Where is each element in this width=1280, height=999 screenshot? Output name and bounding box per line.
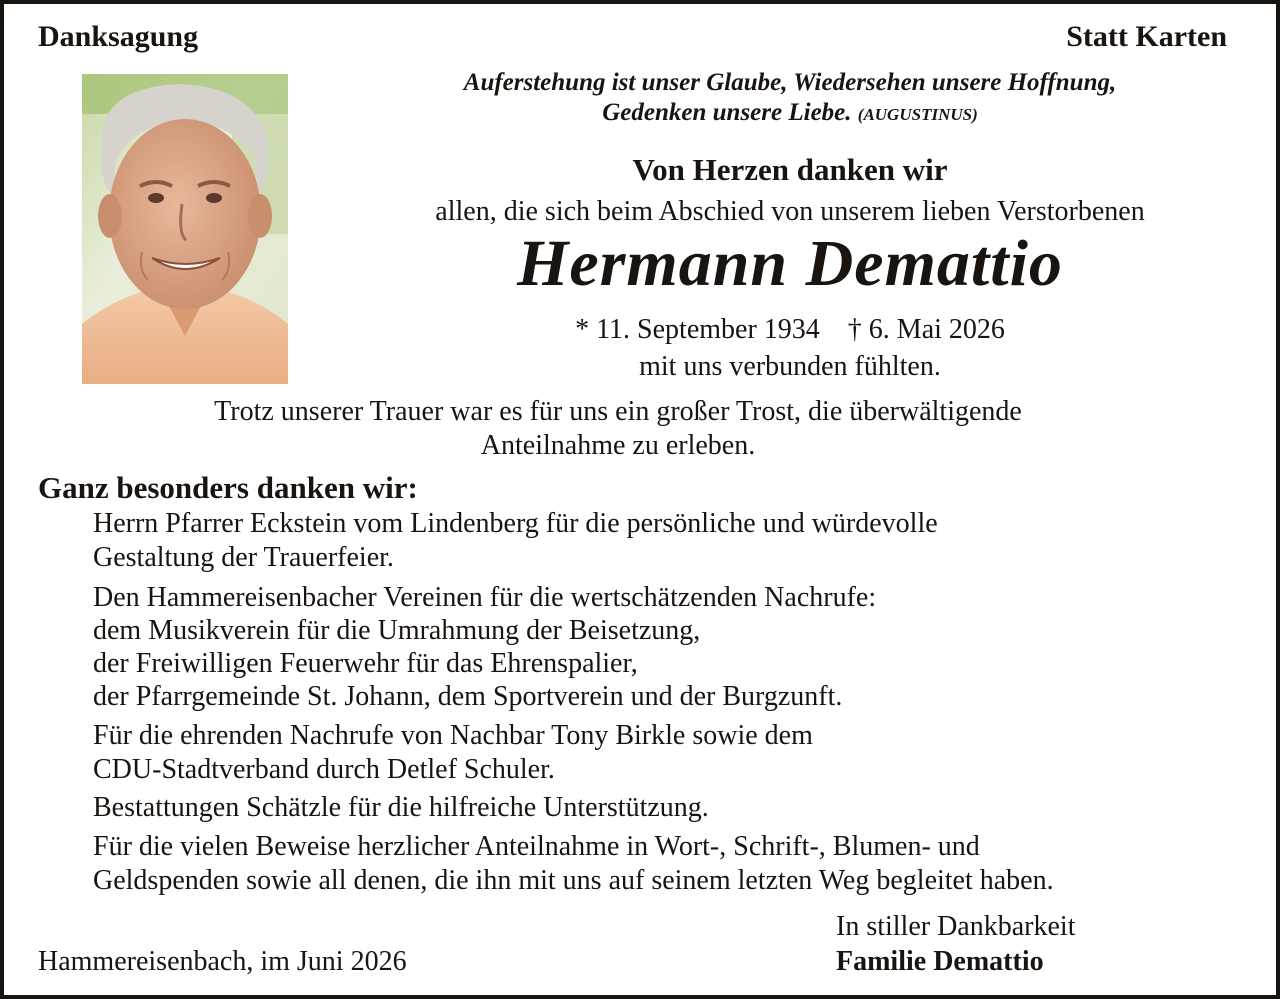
thanks-subline: allen, die sich beim Abschied von unserem lieben Verstorbenen xyxy=(435,196,1145,227)
bound-line: mit uns verbunden fühlten. xyxy=(639,351,941,382)
special-line: Herrn Pfarrer Eckstein vom Lindenberg für die persönliche und würdevolle xyxy=(93,508,938,539)
place-date: Hammereisenbach, im Juni 2026 xyxy=(38,946,407,977)
special-line: Gestaltung der Trauerfeier. xyxy=(93,542,394,573)
thanks-heading: Von Herzen danken wir xyxy=(632,152,948,187)
portrait-photo xyxy=(82,74,288,384)
special-line: dem Musikverein für die Umrahmung der Beisetzung, xyxy=(93,615,701,646)
header-danksagung: Danksagung xyxy=(38,20,199,53)
birth-date: * 11. September 1934 xyxy=(575,314,820,345)
family-signature: Familie Demattio xyxy=(836,946,1044,977)
trost-line-2: Anteilnahme zu erleben. xyxy=(480,430,756,461)
special-line: der Freiwilligen Feuerwehr für das Ehrenspalier, xyxy=(93,648,638,679)
deceased-name: Hermann Demattio xyxy=(517,227,1063,300)
special-line: Geldspenden sowie all denen, die ihn mit uns auf seinem letzten Weg begleitet haben. xyxy=(93,865,1054,896)
special-line: Bestattungen Schätzle für die hilfreiche Unterstützung. xyxy=(93,792,709,823)
quote-source: (AUGUSTINUS) xyxy=(857,105,978,124)
special-line: CDU-Stadtverband durch Detlef Schuler. xyxy=(93,754,555,785)
closing-line: In stiller Dankbarkeit xyxy=(836,911,1076,942)
death-date: † 6. Mai 2026 xyxy=(847,314,1005,345)
special-line: Den Hammereisenbacher Vereinen für die wertschätzenden Nachrufe: xyxy=(93,582,877,613)
quote-text: Gedenken unsere Liebe. xyxy=(602,99,852,126)
quote-line-1: Auferstehung ist unser Glaube, Wiedersehen unsere Hoffnung, xyxy=(463,69,1117,96)
trost-line-1: Trotz unserer Trauer war es für uns ein großer Trost, die überwältigende xyxy=(214,396,1022,427)
quote-line-2 xyxy=(300,99,1280,127)
life-dates xyxy=(350,314,1230,346)
special-line: Für die ehrenden Nachrufe von Nachbar Tony Birkle sowie dem xyxy=(93,720,813,751)
header-statt-karten: Statt Karten xyxy=(1066,20,1227,53)
special-line: der Pfarrgemeinde St. Johann, dem Sportverein und der Burgzunft. xyxy=(93,681,843,712)
special-thanks-heading: Ganz besonders danken wir: xyxy=(38,470,418,505)
special-line: Für die vielen Beweise herzlicher Anteilnahme in Wort-, Schrift-, Blumen- und xyxy=(93,831,980,862)
